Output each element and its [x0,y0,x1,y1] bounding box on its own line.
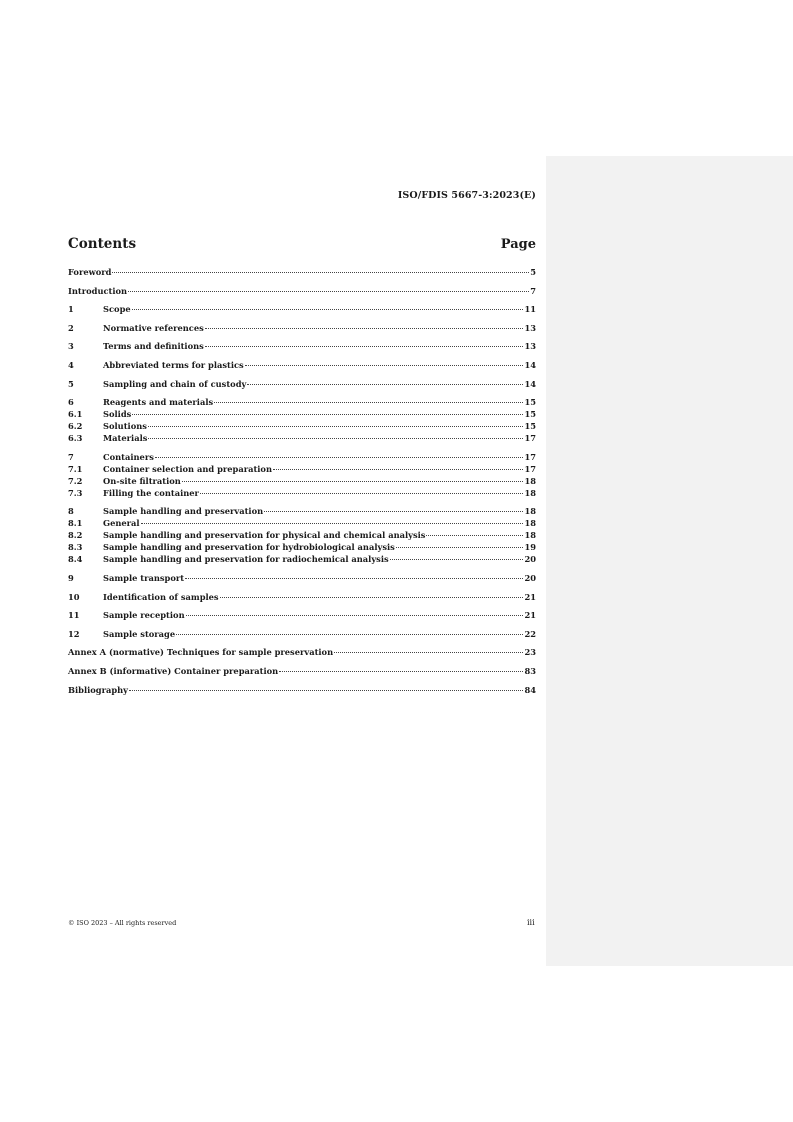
toc-entry-number: 8.2 [68,530,83,541]
toc-entry[interactable] [68,628,536,640]
toc-entry-number: 7.1 [68,463,83,474]
toc-entry-title: On-site filtration [103,475,181,486]
toc-entry[interactable] [68,591,536,603]
dot-leader [155,457,524,458]
toc-entry-page: 17 [524,451,536,462]
toc-entry[interactable] [68,475,536,487]
toc-entry[interactable] [68,285,536,297]
toc-entry-number: 1 [68,304,74,315]
toc-entry-title: Sample handling and preservation for physical and chemical analysis [103,530,426,541]
page-number: iii [527,918,535,927]
dot-leader [148,426,524,427]
toc-entry-page: 21 [524,610,536,621]
toc-entry[interactable] [68,646,536,658]
toc-entry-number: 8 [68,506,74,517]
toc-entry-title: General [103,518,140,529]
toc-entry-number: 4 [68,359,74,370]
dot-leader [279,671,523,672]
toc-entry-title: Materials [103,433,148,444]
dot-leader [129,690,523,691]
toc-entry[interactable] [68,303,536,315]
toc-entry-number: 6.3 [68,433,83,444]
toc-entry-number: 2 [68,322,74,333]
toc-entry-number: 8.4 [68,554,83,565]
dot-leader [426,535,523,536]
dot-leader [220,597,524,598]
toc-entry-number: 7.3 [68,487,83,498]
toc-entry-title: Bibliography [68,684,129,695]
toc-entry-title: Identification of samples [103,591,219,602]
toc-entry-title: Introduction [68,285,128,296]
toc-entry-title: Filling the container [103,487,199,498]
dot-leader [132,414,523,415]
dot-leader [186,615,524,616]
toc-entry-number: 7.2 [68,475,83,486]
dot-leader [205,328,524,329]
toc-entry-title: Annex B (informative) Container preparation [68,665,279,676]
toc-entry-title: Scope [103,304,131,315]
toc-entry[interactable] [68,609,536,621]
toc-entry-number: 12 [68,628,80,639]
toc-entry-title: Sampling and chain of custody [103,378,247,389]
toc-entry-title: Sample handling and preservation [103,506,264,517]
dot-leader [200,493,524,494]
toc-entry-page: 15 [524,421,536,432]
toc-entry[interactable] [68,665,536,677]
toc-entry-number: 3 [68,341,74,352]
copyright-notice: © ISO 2023 – All rights reserved [68,919,177,927]
toc-entry[interactable] [68,517,536,529]
toc-entry-page: 15 [524,409,536,420]
contents-title: Contents [68,236,137,252]
dot-leader [141,523,524,524]
toc-entry[interactable] [68,541,536,553]
toc-entry-number: 10 [68,591,80,602]
toc-entry-page: 15 [524,397,536,408]
toc-entry-title: Solutions [103,421,147,432]
toc-entry[interactable] [68,487,536,499]
toc-entry[interactable] [68,553,536,565]
toc-entry-page: 20 [524,554,536,565]
toc-entry-page: 19 [524,542,536,553]
toc-entry-page: 18 [524,530,536,541]
toc-entry-title: Foreword [68,267,112,277]
toc-entry[interactable] [68,463,536,475]
toc-entry-number: 8.3 [68,542,83,553]
toc-entry[interactable] [68,359,536,371]
toc-entry-page: 5 [530,267,536,277]
toc-entry-title: Sample reception [103,610,185,621]
toc-entry-number: 6.2 [68,421,83,432]
toc-entry-page: 22 [524,628,536,639]
dot-leader [390,559,524,560]
dot-leader [205,346,524,347]
dot-leader [247,384,523,385]
toc-entry-number: 6 [68,397,74,408]
dot-leader [396,547,524,548]
toc-entry-title: Normative references [103,322,204,333]
toc-entry[interactable] [68,322,536,334]
toc-entry-page: 11 [524,304,536,315]
toc-entry-title: Containers [103,451,154,462]
toc-entry-page: 14 [524,359,536,370]
toc-entry-title: Sample handling and preservation for hydrobiological analysis [103,542,395,553]
toc-entry[interactable] [68,408,536,420]
toc-entry[interactable] [68,266,536,278]
dot-leader [245,365,524,366]
toc-entry-title: Sample handling and preservation for radiochemical analysis [103,554,389,565]
dot-leader [185,578,523,579]
toc-entry-page: 17 [524,463,536,474]
toc-entry-page: 18 [524,518,536,529]
toc-entry-page: 17 [524,433,536,444]
table-of-contents [68,266,536,696]
toc-entry[interactable] [68,420,536,432]
dot-leader [176,634,523,635]
toc-entry-page: 7 [530,285,536,296]
dot-leader [112,272,529,273]
toc-entry[interactable] [68,684,536,696]
toc-entry-title: Abbreviated terms for plastics [103,359,244,370]
comment-pane [546,156,793,966]
dot-leader [148,438,523,439]
toc-entry-number: 5 [68,378,74,389]
toc-entry-title: Sample storage [103,628,176,639]
dot-leader [334,652,523,653]
toc-entry[interactable] [68,451,536,463]
toc-entry-page: 18 [524,506,536,517]
toc-entry-number: 11 [68,610,80,621]
toc-entry[interactable] [68,432,536,444]
dot-leader [214,402,523,403]
toc-entry-number: 9 [68,572,74,583]
toc-entry[interactable] [68,505,536,517]
toc-entry-page: 23 [524,647,536,658]
toc-entry-number: 8.1 [68,518,83,529]
toc-entry-title: Sample transport [103,572,185,583]
page-column-label: Page [500,237,536,252]
toc-entry-page: 84 [524,684,536,695]
toc-entry[interactable] [68,340,536,352]
toc-entry[interactable] [68,529,536,541]
toc-entry-page: 18 [524,487,536,498]
dot-leader [264,511,523,512]
contents-heading [68,236,536,252]
toc-entry-page: 18 [524,475,536,486]
toc-entry-page: 21 [524,591,536,602]
toc-entry-page: 13 [524,322,536,333]
toc-entry[interactable] [68,378,536,390]
toc-entry-page: 20 [524,572,536,583]
toc-entry-page: 13 [524,341,536,352]
toc-entry-page: 83 [524,665,536,676]
toc-entry-number: 6.1 [68,409,83,420]
toc-entry-title: Terms and definitions [103,341,204,352]
toc-entry-title: Solids [103,409,132,420]
dot-leader [132,309,524,310]
toc-entry-title: Reagents and materials [103,397,214,408]
dot-leader [128,291,529,292]
document-identifier: ISO/FDIS 5667-3:2023(E) [397,190,536,201]
toc-entry[interactable] [68,572,536,584]
toc-entry-title: Annex A (normative) Techniques for sample preservation [68,647,334,658]
toc-entry-title: Container selection and preparation [103,463,272,474]
dot-leader [182,481,524,482]
toc-entry-number: 7 [68,451,74,462]
toc-entry[interactable] [68,396,536,408]
dot-leader [273,469,523,470]
toc-entry-page: 14 [524,378,536,389]
